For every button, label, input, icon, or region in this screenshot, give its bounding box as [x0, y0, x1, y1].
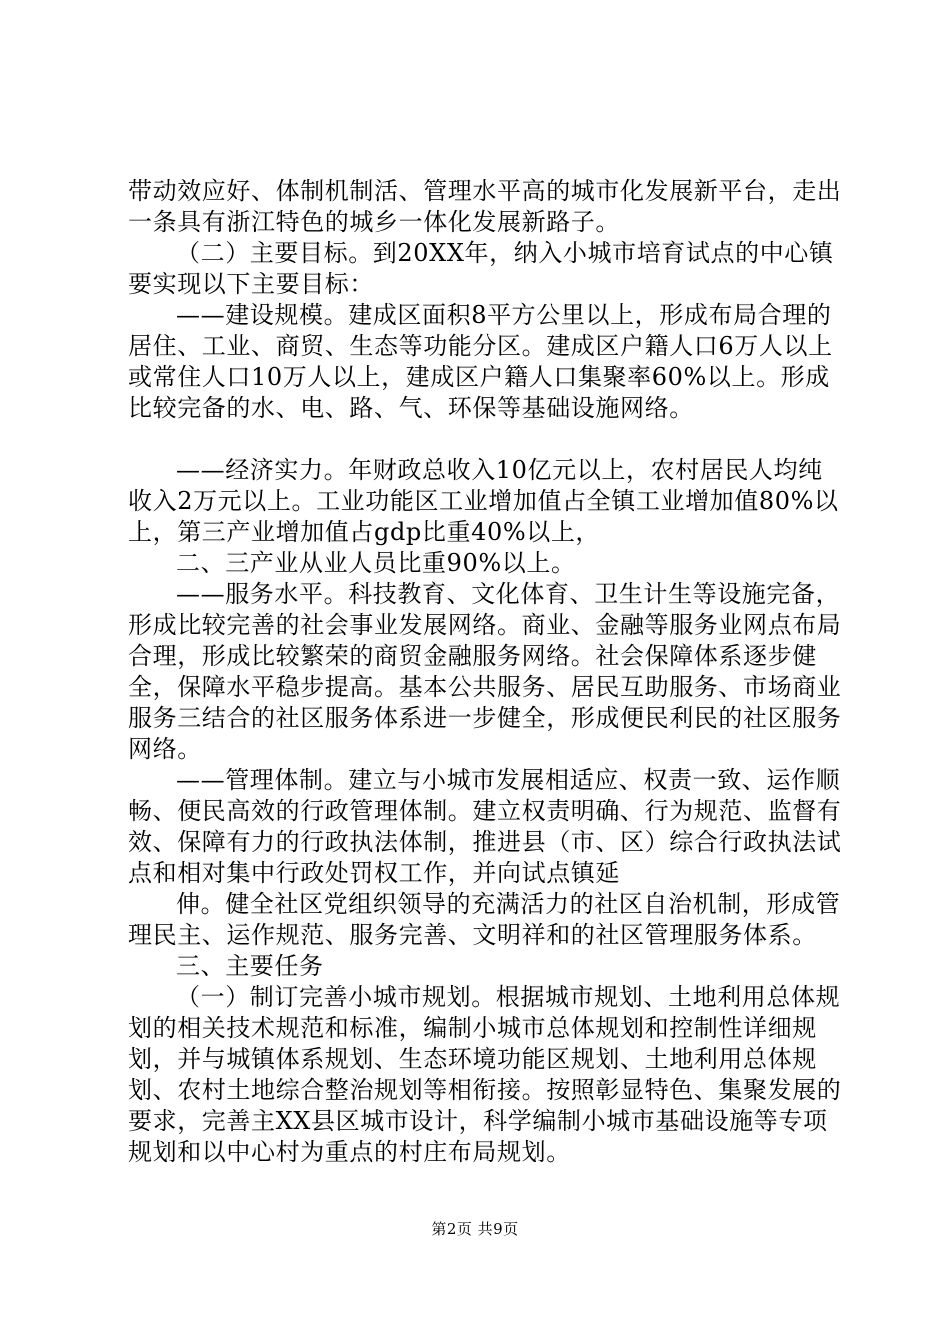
paragraph-main-goals: （二）主要目标。到20XX年，纳入小城市培育试点的中心镇要实现以下主要目标：	[128, 239, 834, 298]
paragraph-community-governance: 伸。健全社区党组织领导的充满活力的社区自治机制，形成管理民主、运作规范、服务完善、文明祥和的社区管理服务体系。	[128, 890, 841, 949]
paragraph-construction-scale: ——建设规模。建成区面积8平方公里以上，形成布局合理的居住、工业、商贸、生态等功能分区。建成区户籍人口6万人以上或常住人口10万人以上，建成区户籍人口集聚率60%以上。形成比较完备的水、电、路、气、环保等基础设施网络。	[128, 301, 833, 422]
paragraph-service-level: ——服务水平。科技教育、文化体育、卫生计生等设施完备，形成比较完善的社会事业发展网络。商业、金融等服务业网点布局合理，形成比较繁荣的商贸金融服务网络。社会保障体系逐步健全，保障水平稳步提高。基本公共服务、居民互助服务、市场商业服务三结合的社区服务体系进一步健全，形成便民利民的社区服务网络。	[128, 580, 842, 763]
page-footer: 第2页 共9页	[431, 1220, 519, 1238]
section-heading-main-tasks: 三、主要任务	[176, 952, 324, 980]
paragraph-city-planning: （一）制订完善小城市规划。根据城市规划、土地利用总体规划的相关技术规范和标准，编制小城市总体规划和控制性详细规划，并与城镇体系规划、生态环境功能区规划、土地利用总体规划、农村土地综合整治规划等相衔接。按照彰显特色、集聚发展的要求，完善主XX县区城市设计，科学编制小城市基础设施等专项规划和以中心村为重点的村庄布局规划。	[128, 983, 842, 1166]
paragraph-employment-ratio: 二、三产业从业人员比重90%以上。	[176, 549, 576, 577]
paragraph-management-system: ——管理体制。建立与小城市发展相适应、权责一致、运作顺畅、便民高效的行政管理体制。建立权责明确、行为规范、监督有效、保障有力的行政执法体制，推进县（市、区）综合行政执法试点和相对集中行政处罚权工作，并向试点镇延	[128, 766, 842, 887]
paragraph-economic-strength: ——经济实力。年财政总收入10亿元以上，农村居民人均纯收入2万元以上。工业功能区工业增加值占全镇工业增加值80%以上，第三产业增加值占gdp比重40%以上，	[128, 456, 839, 546]
document-body	[128, 176, 844, 1168]
paragraph-continuation: 带动效应好、体制机制活、管理水平高的城市化发展新平台，走出一条具有浙江特色的城乡一体化发展新路子。	[128, 177, 842, 236]
